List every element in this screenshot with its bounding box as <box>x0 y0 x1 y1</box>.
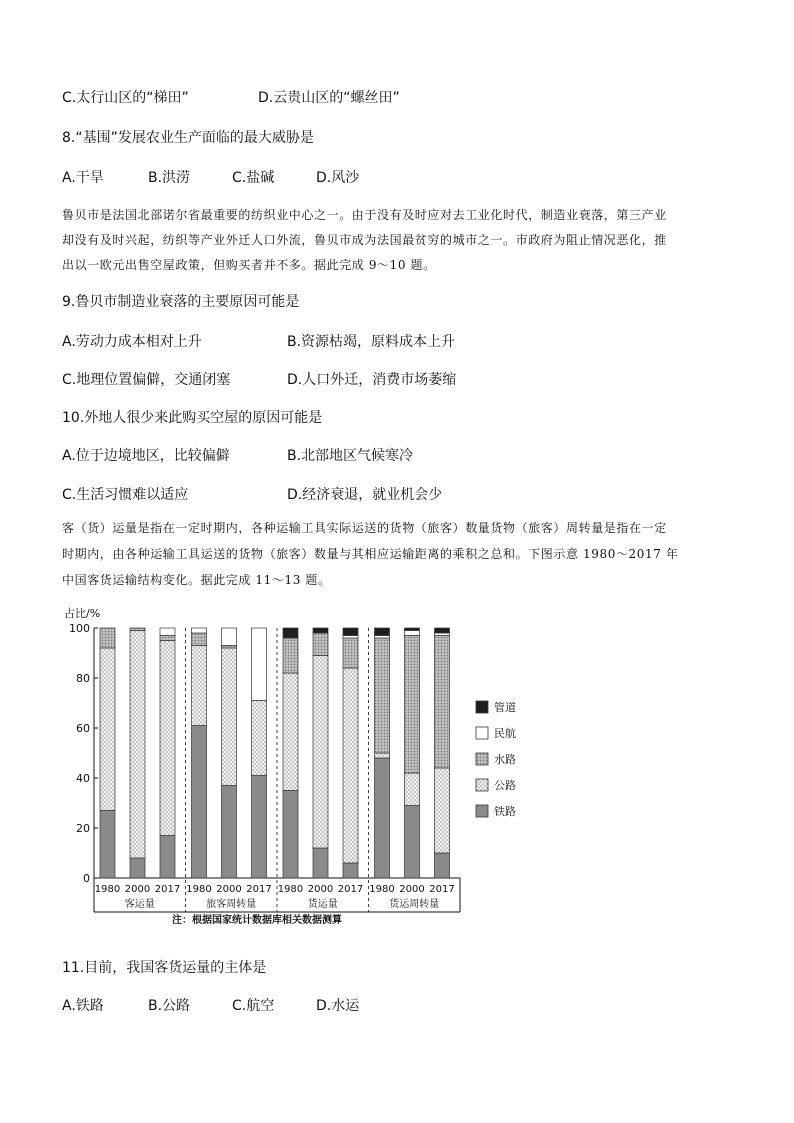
bar-segment-公路 <box>343 668 358 863</box>
bar-segment-铁路 <box>100 811 115 879</box>
bar-segment-铁路 <box>435 853 450 878</box>
q7-option-c: C.太行山区的“梯田” <box>62 90 189 106</box>
bar-segment-民航 <box>343 636 358 639</box>
stacked-bar-chart <box>62 603 532 933</box>
q11-option-b: B.公路 <box>148 998 191 1014</box>
legend-label: 公路 <box>494 779 516 792</box>
passage-transport-line1: 客（货）运量是指在一定时期内，各种运输工具实际运送的货物（旅客）数量货物（旅客）周转量是指在一定 <box>62 521 667 535</box>
bar-segment-管道 <box>283 628 298 638</box>
y-tick-label: 0 <box>83 872 90 885</box>
q7-option-d: D.云贵山区的“螺丝田” <box>258 90 400 106</box>
bar-segment-水路 <box>405 636 420 774</box>
q10-option-b: B.北部地区气候寒冷 <box>287 448 414 464</box>
question-9-stem: 9.鲁贝市制造业衰落的主要原因可能是 <box>62 294 300 310</box>
question-8-stem: 8.“基围”发展农业生产面临的最大威胁是 <box>62 130 314 146</box>
legend-swatch-水路 <box>476 753 488 765</box>
x-year-label: 1980 <box>94 884 121 895</box>
bar-segment-铁路 <box>222 786 237 879</box>
x-year-label: 2000 <box>124 884 151 895</box>
x-year-label: 1980 <box>186 884 212 895</box>
bar-segment-铁路 <box>252 776 267 879</box>
bar-segment-公路 <box>222 648 237 786</box>
bar-segment-民航 <box>222 628 237 646</box>
legend-label: 民航 <box>494 727 516 740</box>
bar-segment-民航 <box>405 631 420 636</box>
x-group-label: 货运周转量 <box>389 899 440 910</box>
passage-transport-line2: 时期内，由各种运输工具运送的货物（旅客）数量与其相应运输距离的乘积之总和。下图示意 1980～2017 年 <box>62 547 679 561</box>
q8-option-c: C.盐碱 <box>232 170 275 186</box>
bar-segment-公路 <box>313 656 328 849</box>
x-year-label: 2000 <box>307 884 334 895</box>
question-11-stem: 11.目前，我国客货运量的主体是 <box>62 960 267 976</box>
bar-segment-水路 <box>313 633 328 656</box>
x-group-label: 客运量 <box>124 899 155 910</box>
bar-segment-公路 <box>435 768 450 853</box>
q11-option-a: A.铁路 <box>62 998 104 1014</box>
bar-segment-水路 <box>100 628 115 648</box>
bar-segment-公路 <box>405 773 420 806</box>
x-year-label: 1980 <box>369 884 395 895</box>
bar-segment-管道 <box>435 628 450 633</box>
q8-option-d: D.风沙 <box>316 170 360 186</box>
bar-segment-公路 <box>252 701 267 776</box>
legend-swatch-铁路 <box>476 805 488 817</box>
legend-swatch-民航 <box>476 727 488 739</box>
bar-segment-铁路 <box>160 836 175 879</box>
x-group-label: 货运量 <box>307 899 338 910</box>
bar-segment-铁路 <box>405 806 420 879</box>
passage-roubaix-line2: 却没有及时兴起，纺织等产业外迁人口外流，鲁贝市成为法国最贫穷的城市之一。市政府为阻止情况恶化，推 <box>62 233 667 247</box>
bar-segment-公路 <box>160 641 175 836</box>
chart-note: 注：根据国家统计数据库相关数据测算 <box>172 915 342 926</box>
transport-structure-chart <box>62 603 532 933</box>
legend-swatch-公路 <box>476 779 488 791</box>
x-group-label: 旅客周转量 <box>206 899 257 910</box>
bar-segment-水路 <box>283 638 298 673</box>
bar-segment-水路 <box>435 636 450 769</box>
bar-segment-公路 <box>100 648 115 811</box>
bar-segment-公路 <box>283 673 298 791</box>
x-year-label: 2000 <box>216 884 242 895</box>
x-year-label: 2000 <box>399 884 425 895</box>
q9-option-a: A.劳动力成本相对上升 <box>62 334 202 350</box>
bar-segment-水路 <box>375 638 390 753</box>
q11-option-d: D.水运 <box>316 998 360 1014</box>
bar-segment-水路 <box>343 638 358 668</box>
passage-roubaix-line1: 鲁贝市是法国北部诺尔省最重要的纺织业中心之一。由于没有及时应对去工业化时代，制造业衰落，第三产业 <box>62 208 667 222</box>
legend-swatch-管道 <box>476 701 488 713</box>
y-tick-label: 20 <box>76 822 90 835</box>
question-10-stem: 10.外地人很少来此购买空屋的原因可能是 <box>62 410 323 426</box>
x-year-label: 2017 <box>246 884 272 895</box>
q8-option-a: A.干旱 <box>62 170 104 186</box>
bar-segment-管道 <box>405 628 420 631</box>
q9-option-c: C.地理位置偏僻，交通闭塞 <box>62 372 231 388</box>
bar-segment-公路 <box>375 753 390 758</box>
bar-segment-铁路 <box>283 791 298 879</box>
bar-segment-民航 <box>252 628 267 701</box>
y-tick-label: 40 <box>76 772 90 785</box>
q11-option-c: C.航空 <box>232 998 275 1014</box>
bar-segment-公路 <box>130 631 145 859</box>
legend-label: 铁路 <box>494 805 516 818</box>
q9-option-d: D.人口外迁，消费市场萎缩 <box>287 372 457 388</box>
y-tick-label: 100 <box>69 622 90 635</box>
bar-segment-铁路 <box>192 726 207 879</box>
bar-segment-铁路 <box>130 858 145 878</box>
q10-option-c: C.生活习惯难以适应 <box>62 487 189 503</box>
bar-segment-铁路 <box>343 863 358 878</box>
bar-segment-管道 <box>313 628 328 633</box>
x-year-label: 2017 <box>429 884 455 895</box>
bar-segment-铁路 <box>375 758 390 878</box>
legend-label: 管道 <box>494 701 516 714</box>
q8-option-b: B.洪涝 <box>148 170 191 186</box>
bar-segment-水路 <box>130 628 145 631</box>
q10-option-d: D.经济衰退，就业机会少 <box>287 487 443 503</box>
bar-segment-水路 <box>192 633 207 646</box>
bar-segment-公路 <box>192 646 207 726</box>
bar-segment-民航 <box>375 636 390 639</box>
x-year-label: 2017 <box>154 884 181 895</box>
x-year-label: 2017 <box>337 884 364 895</box>
bar-segment-铁路 <box>313 848 328 878</box>
bar-segment-民航 <box>192 628 207 633</box>
y-axis-title: 占比/% <box>64 607 101 620</box>
passage-transport-line3: 中国客货运输结构变化。据此完成 11～13 题。 <box>62 573 331 587</box>
bar-segment-水路 <box>222 646 237 649</box>
y-tick-label: 60 <box>76 722 90 735</box>
bar-segment-水路 <box>160 636 175 641</box>
x-year-label: 1980 <box>277 884 304 895</box>
q10-option-a: A.位于边境地区，比较偏僻 <box>62 448 230 464</box>
passage-roubaix-line3: 出以一欧元出售空屋政策，但购买者并不多。据此完成 9～10 题。 <box>62 258 436 272</box>
q9-option-b: B.资源枯竭，原料成本上升 <box>287 334 456 350</box>
bar-segment-民航 <box>160 628 175 636</box>
bar-segment-民航 <box>435 633 450 636</box>
bar-segment-管道 <box>343 628 358 636</box>
y-tick-label: 80 <box>76 672 90 685</box>
bar-segment-管道 <box>375 628 390 636</box>
legend-label: 水路 <box>494 753 516 766</box>
